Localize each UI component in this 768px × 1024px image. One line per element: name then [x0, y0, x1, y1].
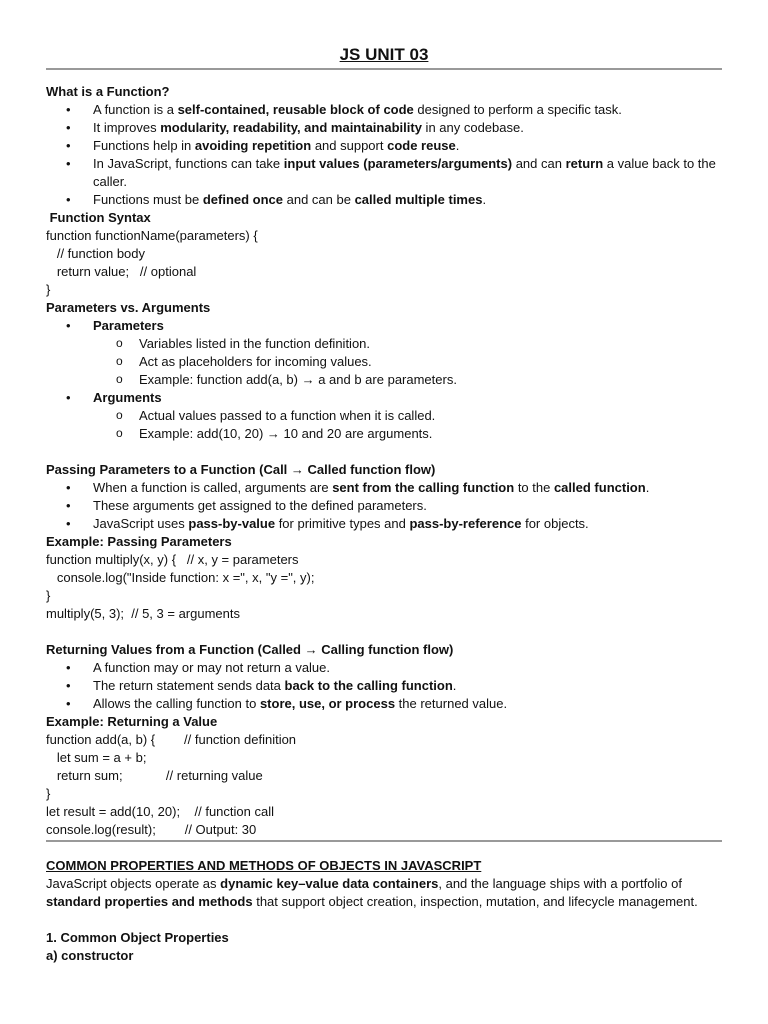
- list-item: o Example: add(10, 20) → 10 and 20 are arguments.: [46, 425, 722, 443]
- example-code-line: return sum; // returning value: [46, 768, 263, 783]
- syntax-code-line: function functionName(parameters) {: [46, 228, 258, 243]
- params-args-list: [46, 317, 722, 443]
- passing-params-heading: Passing Parameters to a Function (Call → Called function flow): [46, 462, 436, 477]
- list-item: • Arguments o Actual values passed to a function when it is called. o Example: add(10, 20) → 10 and 20 are arguments.: [46, 389, 722, 443]
- list-item: • The return statement sends data back to the calling function.: [46, 677, 722, 695]
- list-item: • When a function is called, arguments are sent from the calling function to the called function.: [46, 479, 722, 497]
- list-item: • Allows the calling function to store, use, or process the returned value.: [46, 695, 722, 713]
- list-item: • It improves modularity, readability, and maintainability in any codebase.: [46, 119, 722, 137]
- example-code-line: multiply(5, 3); // 5, 3 = arguments: [46, 606, 240, 621]
- list-item: • Functions help in avoiding repetition and support code reuse.: [46, 137, 722, 155]
- args-sublist: [46, 407, 722, 443]
- title-divider: [46, 68, 722, 70]
- passing-params-example-heading: Example: Passing Parameters: [46, 534, 232, 549]
- example-code-line: console.log(result); // Output: 30: [46, 822, 257, 837]
- example-code-line: function multiply(x, y) { // x, y = parameters: [46, 552, 299, 567]
- list-item: o Example: function add(a, b) → a and b are parameters.: [46, 371, 722, 389]
- common-properties-heading: 1. Common Object Properties: [46, 930, 229, 945]
- list-item: • Parameters o Variables listed in the function definition. o Act as placeholders for incoming values. o Example: function add(a, b) → a and b are parameters.: [46, 317, 722, 389]
- returning-values-list: [46, 659, 722, 713]
- passing-params-list: [46, 479, 722, 533]
- example-code-line: function add(a, b) { // function definition: [46, 732, 297, 747]
- what-is-function-heading: What is a Function?: [46, 84, 170, 99]
- list-item: • These arguments get assigned to the defined parameters.: [46, 497, 722, 515]
- list-item: • A function may or may not return a value.: [46, 659, 722, 677]
- syntax-code-line: return value; // optional: [46, 264, 197, 279]
- syntax-code-line: }: [46, 282, 51, 297]
- list-item: o Act as placeholders for incoming values.: [46, 353, 722, 371]
- list-item: • In JavaScript, functions can take input values (parameters/arguments) and can return a value back to the caller.: [46, 155, 722, 191]
- function-syntax-heading: Function Syntax: [46, 210, 151, 225]
- section-divider: [46, 840, 722, 842]
- params-sublist: [46, 335, 722, 389]
- example-code-line: let result = add(10, 20); // function call: [46, 804, 274, 819]
- list-item: • A function is a self-contained, reusable block of code designed to perform a specific task.: [46, 101, 722, 119]
- example-code-line: }: [46, 786, 51, 801]
- page-title: JS UNIT 03: [339, 45, 429, 64]
- list-item: • Functions must be defined once and can be called multiple times.: [46, 191, 722, 209]
- constructor-heading: a) constructor: [46, 948, 134, 963]
- example-code-line: }: [46, 588, 51, 603]
- example-code-line: console.log("Inside function: x =", x, "y =", y);: [46, 570, 315, 585]
- returning-example-heading: Example: Returning a Value: [46, 714, 218, 729]
- object-methods-heading: COMMON PROPERTIES AND METHODS OF OBJECTS IN JAVASCRIPT: [46, 858, 482, 873]
- returning-values-heading: Returning Values from a Function (Called → Calling function flow): [46, 642, 454, 657]
- list-item: • JavaScript uses pass-by-value for primitive types and pass-by-reference for objects.: [46, 515, 722, 533]
- what-is-function-list: [46, 101, 722, 209]
- params-vs-args-heading: Parameters vs. Arguments: [46, 300, 211, 315]
- list-item: o Variables listed in the function definition.: [46, 335, 722, 353]
- example-code-line: let sum = a + b;: [46, 750, 147, 765]
- list-item: o Actual values passed to a function when it is called.: [46, 407, 722, 425]
- syntax-code-line: // function body: [46, 246, 146, 261]
- object-intro-paragraph: JavaScript objects operate as dynamic key–value data containers, and the language ships with a portfolio of standard properties and methods that support object creation, inspection, mutation, and lifecycle management.: [46, 876, 698, 909]
